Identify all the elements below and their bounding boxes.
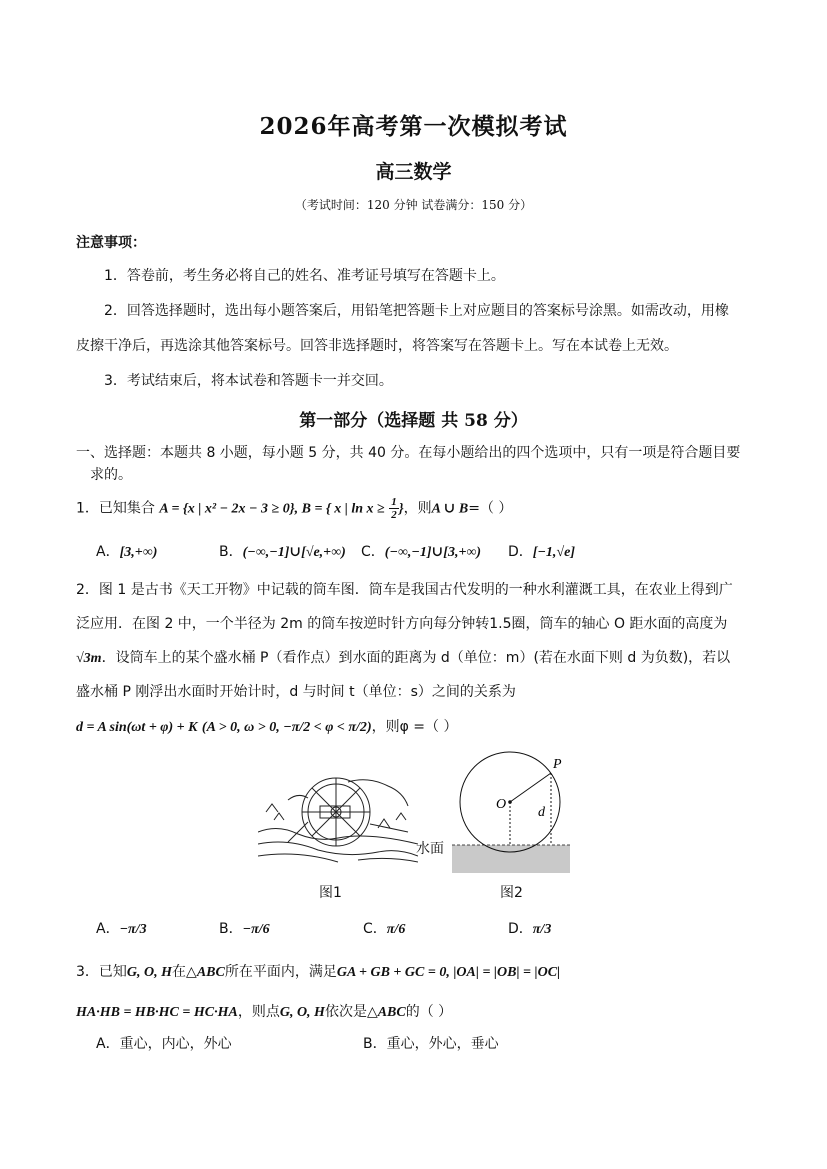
q2-option-c[interactable]	[363, 918, 405, 938]
q2-condition: A > 0, ω > 0, −π/2 < φ < π/2	[206, 720, 367, 735]
q2-option-d-label: D．	[508, 921, 533, 937]
exam-meta: （考试时间：120 分钟 试卷满分：150 分）	[294, 198, 533, 212]
notice-heading: 注意事项：	[76, 235, 146, 251]
section-intro-a: 一、选择题：本题共 8 小题，每小题 5 分，共 40 分。在每小题给出的四个选项中，只有一项是符合题目要	[76, 445, 741, 461]
q3-line-2	[76, 1001, 452, 1021]
label-O: O	[496, 797, 507, 812]
q3-vector-condition-2: HA·HB = HB·HC = HC·HA	[76, 1005, 238, 1020]
q1-option-d-text: [−1,√e]	[532, 545, 575, 560]
water-label: 水面	[416, 841, 444, 857]
q2-line-3	[76, 647, 730, 667]
water-region	[452, 845, 570, 873]
q1-union: A ∪ B	[431, 501, 469, 517]
q1-half-denominator: 2	[391, 509, 397, 521]
q2-option-b-text: −π/6	[242, 922, 270, 937]
q3-points-repeat: G, O, H	[279, 1005, 325, 1020]
q2-option-c-text: π/6	[386, 922, 406, 937]
q3-option-b-label: B．	[363, 1036, 387, 1052]
q3-option-a-text: 重心，内心，外心	[119, 1036, 232, 1052]
q1-half-fraction	[389, 496, 399, 521]
page-subtitle: 高三数学	[375, 161, 452, 183]
q1-option-c-text: (−∞,−1]∪[3,+∞)	[384, 545, 482, 560]
q1-option-b-text: (−∞,−1]∪[√e,+∞)	[242, 545, 346, 560]
q1-option-a-label: A．	[96, 544, 120, 560]
q1-option-c-label: C．	[361, 544, 385, 560]
q1-tail: ，则	[403, 500, 432, 517]
section-intro-b: 求的。	[90, 467, 132, 483]
q1-tail2: =（ ）	[468, 500, 513, 517]
q3-option-b[interactable]	[363, 1033, 499, 1053]
q2-height-value: √3m	[76, 651, 102, 666]
notice-item-2a: 2．回答选择题时，选出每小题答案后，用铅笔把答题卡上对应题目的答案标号涂黑。如需改动，用橡	[104, 303, 729, 319]
q2-line-2: 泛应用．在图 2 中，一个半径为 2m 的筒车按逆时针方向每分钟转1.5圈，筒车的轴心 O 距水面的高度为	[76, 616, 728, 632]
figure-2-caption: 图2	[500, 885, 523, 901]
q3-vector-condition-1: GA + GB + GC = 0, |OA| = |OB| = |OC|	[336, 965, 561, 980]
q2-condition-open: (	[201, 720, 207, 735]
q1-half-numerator: 1	[391, 496, 397, 508]
q3-line-1	[76, 961, 560, 981]
q1-stem	[76, 496, 512, 521]
q1-set-b-post: }	[398, 501, 404, 517]
q3-tail2: 依次是	[324, 1004, 367, 1020]
q3-tail: ，则点	[237, 1004, 280, 1020]
radius-OP	[510, 773, 551, 802]
q2-line-1: 2．图 1 是古书《天工开物》中记载的筒车图．筒车是我国古代发明的一种水利灌溉工具，在农业上得到广	[76, 582, 733, 598]
q2-formula: d = A sin(ωt + φ) + K	[76, 720, 198, 735]
q3-option-b-text: 重心，外心，垂心	[386, 1036, 499, 1052]
q3-mid: 在	[172, 964, 187, 980]
notice-item-3: 3．考试结束后，将本试卷和答题卡一并交回。	[104, 373, 393, 389]
q2-option-a[interactable]	[96, 918, 147, 938]
q3-lead: 3．已知	[76, 964, 127, 980]
notice-item-1: 1．答卷前，考生务必将自己的姓名、准考证号填写在答题卡上。	[104, 268, 505, 284]
q3-mid2: 所在平面内，满足	[224, 964, 337, 980]
q1-option-b[interactable]	[219, 541, 346, 561]
q3-points: G, O, H	[126, 965, 173, 980]
q2-option-c-label: C．	[363, 921, 387, 937]
page-title: 2026年高考第一次模拟考试	[259, 113, 568, 140]
q2-option-a-text: −π/3	[119, 922, 147, 937]
q1-set-b-pre: , B = { x | ln x ≥	[294, 501, 385, 517]
q2-option-b[interactable]	[219, 918, 270, 938]
label-P: P	[553, 757, 562, 772]
figure-1-water-wheel	[258, 772, 418, 864]
q3-triangle-repeat: △ABC	[366, 1005, 406, 1020]
q1-lead: 1．已知集合	[76, 500, 155, 517]
notice-item-2b: 皮擦干净后，再选涂其他答案标号。回答非选择题时，将答案写在答题卡上。写在本试卷上无效。	[76, 338, 678, 354]
q1-option-b-label: B．	[219, 544, 243, 560]
q2-formula-line	[76, 716, 457, 736]
q2-line-3-text: ．设筒车上的某个盛水桶 P（看作点）到水面的距离为 d（单位：m）(若在水面下则 d 为负数)，若以	[101, 650, 731, 666]
q2-option-d[interactable]	[508, 918, 551, 938]
q2-line-4: 盛水桶 P 刚浮出水面时开始计时，d 与时间 t（单位：s）之间的关系为	[76, 684, 516, 700]
q3-tail3: 的（ ）	[405, 1004, 453, 1020]
q2-option-b-label: B．	[219, 921, 243, 937]
q1-option-d-label: D．	[508, 544, 533, 560]
figure-1-caption: 图1	[319, 885, 342, 901]
section-title: 第一部分（选择题 共 58 分）	[299, 411, 528, 431]
q1-option-a-text: [3,+∞)	[119, 545, 158, 560]
q1-option-c[interactable]	[361, 541, 481, 561]
q1-option-a[interactable]	[96, 541, 157, 561]
q3-triangle: △ABC	[186, 965, 225, 980]
q3-option-a-label: A．	[96, 1036, 120, 1052]
label-d: d	[538, 805, 545, 820]
q3-option-a[interactable]	[96, 1033, 232, 1053]
q2-option-d-text: π/3	[532, 922, 552, 937]
q1-set-a: A = {x | x² − 2x − 3 ≥ 0}	[159, 501, 295, 517]
q2-option-a-label: A．	[96, 921, 120, 937]
q1-option-d[interactable]	[508, 541, 575, 561]
q2-condition-close: )	[366, 720, 372, 735]
q2-ask: ，则φ =（ ）	[371, 719, 458, 735]
